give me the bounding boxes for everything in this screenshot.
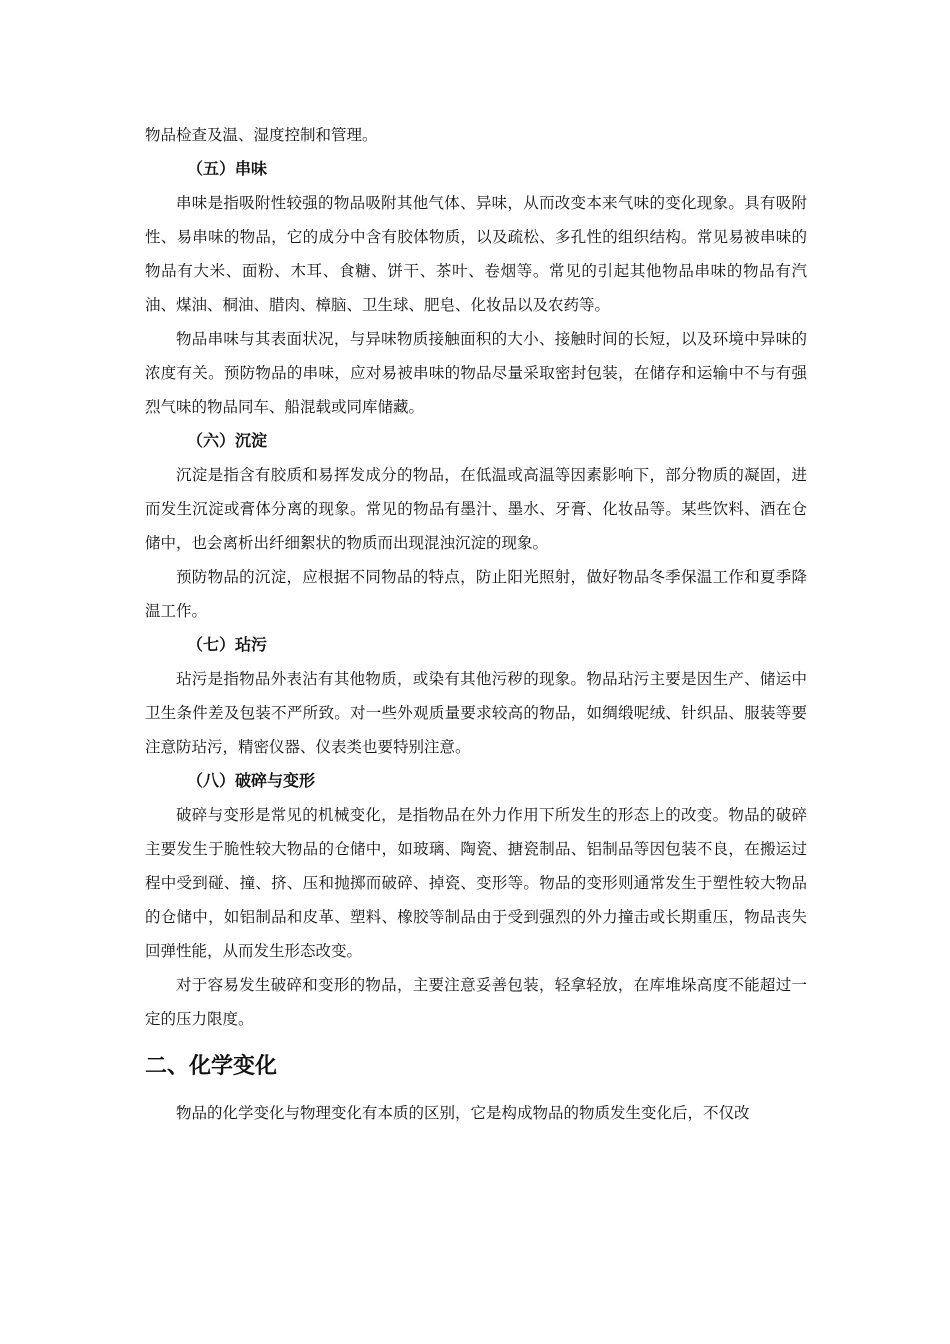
paragraph-6: 破碎与变形是常见的机械变化，是指物品在外力作用下所发生的形态上的改变。物品的破碎主要发生于脆性较大物品的仓储中，如玻璃、陶瓷、搪瓷制品、铝制品等因包装不良，在搬运过程中受到碰、撞、挤、压和抛掷而破碎、掉瓷、变形等。物品的变形则通常发生于塑性较大物品的仓储中，如铝制品和皮革、塑料、橡胶等制品由于受到强烈的外力撞击或长期重压，物品丧失回弹性能，从而发生形态改变。 — [145, 806, 807, 960]
paragraph-7: 对于容易发生破碎和变形的物品，主要注意妥善包装，轻拿轻放，在库堆垛高度不能超过一定的压力限度。 — [145, 976, 807, 1028]
paragraph-2: 物品串味与其表面状况，与异味物质接触面积的大小、接触时间的长短，以及环境中异味的浓度有关。预防物品的串味，应对易被串味的物品尽量采取密封包装，在储存和运输中不与有强烈气味的物品同车、船混载或同库储藏。 — [145, 330, 807, 416]
section-heading-7: （七）玷污 — [187, 635, 268, 654]
section-heading-5: （五）串味 — [187, 159, 268, 178]
section-heading-8: （八）破碎与变形 — [187, 771, 316, 790]
paragraph-5: 玷污是指物品外表沾有其他物质，或染有其他污秽的现象。物品玷污主要是因生产、储运中卫生条件差及包装不严所致。对一些外观质量要求较高的物品，如绸缎呢绒、针织品、服装等要注意防玷污，精密仪器、仪表类也要特别注意。 — [145, 670, 807, 756]
chapter-heading-chemical-change: 二、化学变化 — [145, 1054, 278, 1079]
paragraph-8: 物品的化学变化与物理变化有本质的区别，它是构成物品的物质发生变化后，不仅改 — [176, 1104, 750, 1122]
paragraph-0: 物品检查及温、湿度控制和管理。 — [145, 126, 378, 144]
section-heading-6: （六）沉淀 — [187, 431, 268, 450]
document-page — [145, 118, 807, 1130]
paragraph-4: 预防物品的沉淀，应根据不同物品的特点，防止阳光照射，做好物品冬季保温工作和夏季降温工作。 — [145, 568, 807, 620]
paragraph-1: 串味是指吸附性较强的物品吸附其他气体、异味，从而改变本来气味的变化现象。具有吸附性、易串味的物品，它的成分中含有胶体物质，以及疏松、多孔性的组织结构。常见易被串味的物品有大米、面粉、木耳、食糖、饼干、茶叶、卷烟等。常见的引起其他物品串味的物品有汽油、煤油、桐油、腊肉、樟脑、卫生球、肥皂、化妆品以及农药等。 — [145, 194, 807, 314]
paragraph-3: 沉淀是指含有胶质和易挥发成分的物品，在低温或高温等因素影响下，部分物质的凝固，进而发生沉淀或膏体分离的现象。常见的物品有墨汁、墨水、牙膏、化妆品等。某些饮料、酒在仓储中，也会离析出纤细絮状的物质而出现混浊沉淀的现象。 — [145, 466, 807, 552]
